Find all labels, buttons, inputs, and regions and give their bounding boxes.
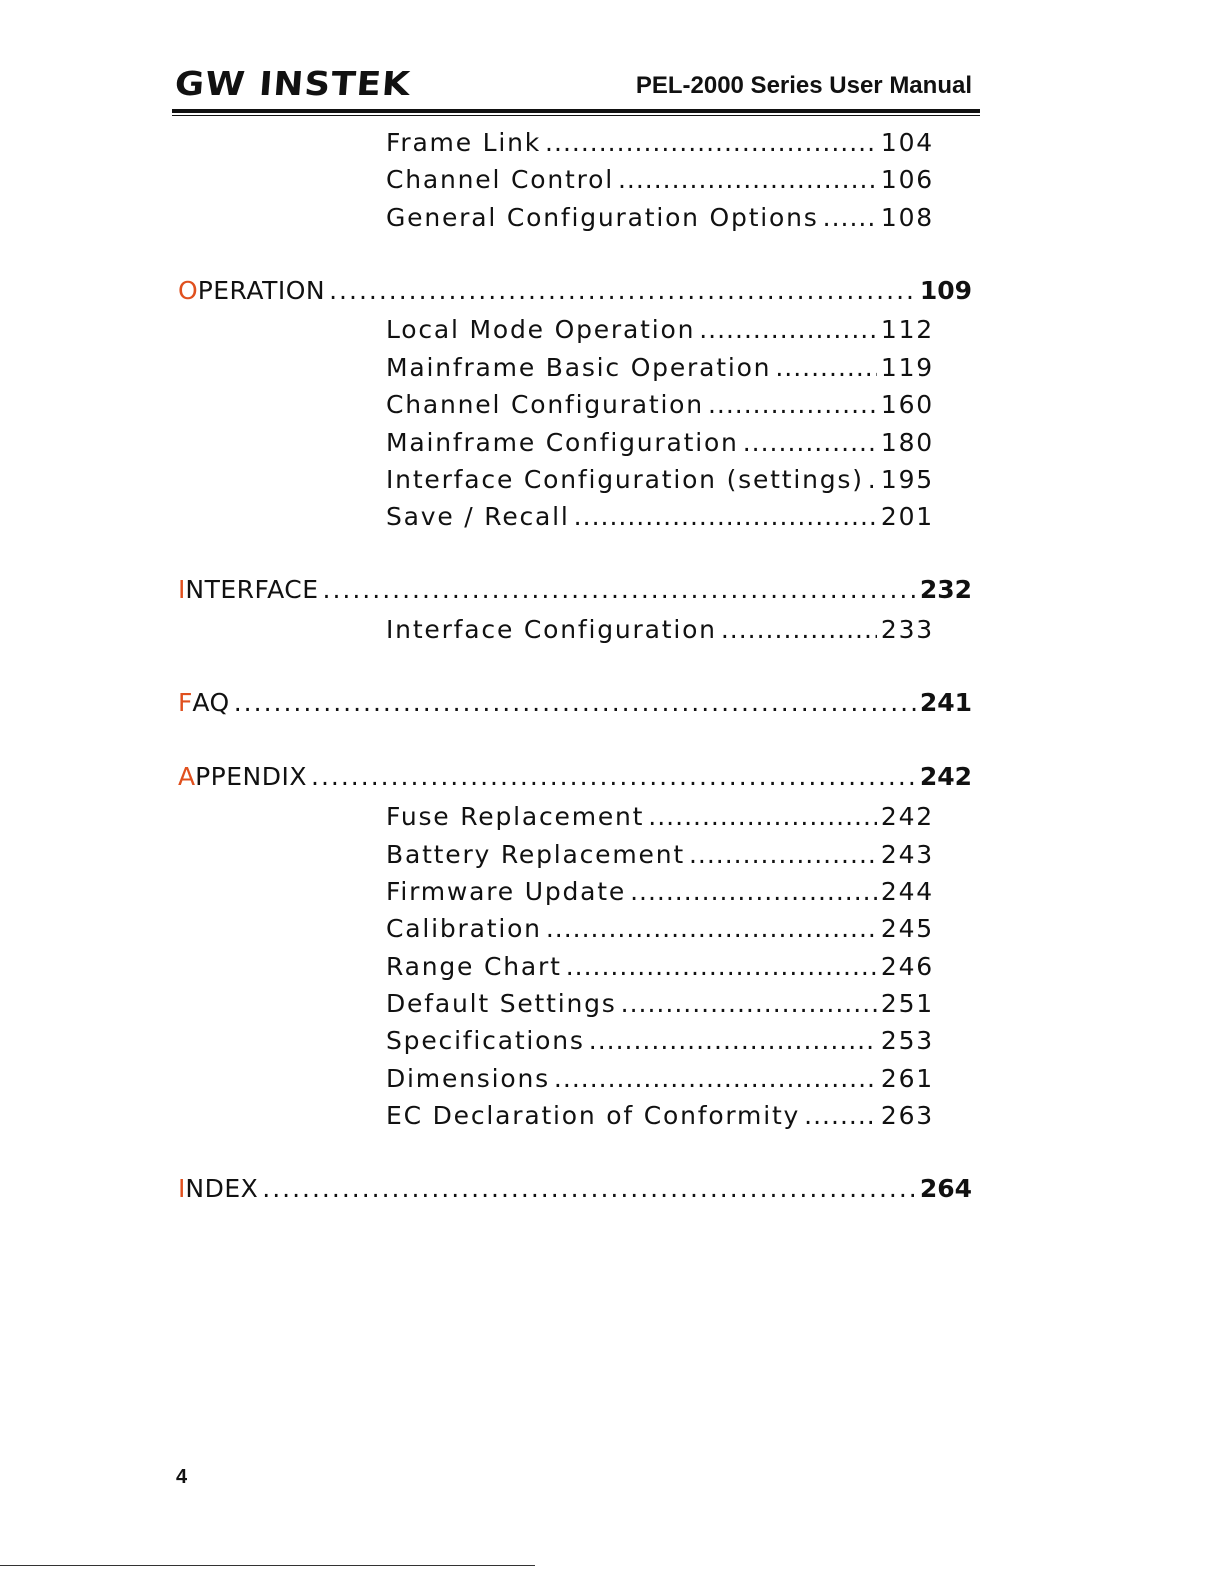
toc-leader xyxy=(804,1101,877,1130)
toc-leader xyxy=(589,1026,877,1055)
toc-entry-page: 104 xyxy=(880,128,934,157)
toc-section-faq[interactable] xyxy=(178,688,972,724)
toc-leader xyxy=(234,688,916,717)
section-title: NTERFACE xyxy=(185,575,319,604)
toc-leader xyxy=(721,615,877,644)
toc-entry[interactable] xyxy=(386,353,934,387)
toc-entry-page: 261 xyxy=(880,1064,934,1093)
toc-entry-page: 242 xyxy=(880,802,934,831)
toc-leader xyxy=(329,276,916,305)
toc-entry-title: Channel Control xyxy=(386,165,614,194)
toc-entry-title: Mainframe Configuration xyxy=(386,428,739,457)
section-initial: I xyxy=(178,1174,186,1203)
toc-entry-page: 263 xyxy=(880,1101,934,1130)
toc-leader xyxy=(823,203,877,232)
toc-entry-page: 112 xyxy=(880,315,934,344)
toc-entry-page: 160 xyxy=(880,390,934,419)
toc-leader xyxy=(566,952,877,981)
toc-entry-page: 195 xyxy=(880,465,934,494)
toc-entry-page: 119 xyxy=(880,353,934,382)
toc-entry-title: Mainframe Basic Operation xyxy=(386,353,772,382)
toc-entry-title: Frame Link xyxy=(386,128,542,157)
toc-section-index[interactable] xyxy=(178,1174,972,1210)
section-initial: O xyxy=(178,276,198,305)
gw-instek-logo: GW INSTEK xyxy=(173,64,413,103)
toc-entry-page: 251 xyxy=(880,989,934,1018)
toc-section-operation[interactable] xyxy=(178,276,972,312)
toc-leader xyxy=(545,128,877,157)
toc-entry-page: 106 xyxy=(880,165,934,194)
toc-entry[interactable] xyxy=(386,1064,934,1098)
section-title: AQ xyxy=(192,688,230,717)
section-initial: I xyxy=(178,575,186,604)
toc-entry-page: 244 xyxy=(880,877,934,906)
toc-entry-title: General Configuration Options xyxy=(386,203,819,232)
toc-entry[interactable] xyxy=(386,315,934,349)
toc-entry-page: 246 xyxy=(880,952,934,981)
toc-leader xyxy=(574,502,877,531)
toc-leader xyxy=(699,315,877,344)
toc-leader xyxy=(621,989,877,1018)
toc-leader xyxy=(708,390,877,419)
section-initial: A xyxy=(178,762,196,791)
toc-entry-page: 253 xyxy=(880,1026,934,1055)
toc-entry[interactable] xyxy=(386,428,934,462)
toc-leader xyxy=(546,914,877,943)
toc-entry-title: Interface Configuration xyxy=(386,615,717,644)
toc-section-page: 264 xyxy=(919,1174,972,1203)
toc-leader xyxy=(743,428,877,457)
toc-entry-page: 201 xyxy=(880,502,934,531)
toc-entry-page: 243 xyxy=(880,840,934,869)
toc-entry[interactable] xyxy=(386,1101,934,1135)
header-rule-thin xyxy=(172,115,980,116)
toc-section-page: 109 xyxy=(919,276,972,305)
toc-entry-title: EC Declaration of Conformity xyxy=(386,1101,801,1130)
section-initial: F xyxy=(178,688,193,717)
toc-entry[interactable] xyxy=(386,465,934,499)
toc-entry-title: Battery Replacement xyxy=(386,840,685,869)
toc-entry[interactable] xyxy=(386,877,934,911)
manual-title: PEL-2000 Series User Manual xyxy=(635,72,972,99)
toc-entry-title: Default Settings xyxy=(386,989,617,1018)
toc-entry-title: Specifications xyxy=(386,1026,585,1055)
toc-section-page: 232 xyxy=(919,575,972,604)
toc-entry[interactable] xyxy=(386,989,934,1023)
toc-entry-title: Range Chart xyxy=(386,952,562,981)
toc-entry-title: Dimensions xyxy=(386,1064,550,1093)
page-header xyxy=(175,60,980,116)
toc-entry[interactable] xyxy=(386,128,934,162)
toc-entry[interactable] xyxy=(386,1026,934,1060)
section-title: NDEX xyxy=(185,1174,259,1203)
toc-leader xyxy=(689,840,877,869)
toc-section-interface[interactable] xyxy=(178,575,972,611)
toc-entry[interactable] xyxy=(386,615,934,649)
footer-rule xyxy=(0,1565,535,1566)
section-title: PERATION xyxy=(197,276,326,305)
toc-section-page: 242 xyxy=(919,762,972,791)
toc-leader xyxy=(262,1174,916,1203)
toc-leader xyxy=(648,802,877,831)
toc-leader xyxy=(554,1064,877,1093)
toc-entry-title: Fuse Replacement xyxy=(386,802,645,831)
toc-entry[interactable] xyxy=(386,165,934,199)
toc-entry-title: Calibration xyxy=(386,914,542,943)
toc-section-appendix[interactable] xyxy=(178,762,972,798)
toc-entry-page: 233 xyxy=(880,615,934,644)
toc-leader xyxy=(868,465,877,494)
toc-entry-page: 180 xyxy=(880,428,934,457)
toc-entry-title: Interface Configuration (settings) xyxy=(386,465,864,494)
toc-leader xyxy=(311,762,916,791)
toc-entry[interactable] xyxy=(386,502,934,536)
section-title: PPENDIX xyxy=(195,762,308,791)
header-rule-thick xyxy=(172,109,980,113)
toc-entry-title: Save / Recall xyxy=(386,502,570,531)
toc-entry[interactable] xyxy=(386,203,934,237)
toc-entry-title: Channel Configuration xyxy=(386,390,704,419)
toc-entry-title: Firmware Update xyxy=(386,877,627,906)
toc-entry[interactable] xyxy=(386,952,934,986)
toc-leader xyxy=(323,575,916,604)
toc-section-page: 241 xyxy=(919,688,972,717)
toc-entry[interactable] xyxy=(386,914,934,948)
toc-entry[interactable] xyxy=(386,390,934,424)
toc-entry-page: 108 xyxy=(880,203,934,232)
page-number: 4 xyxy=(176,1466,188,1488)
toc-entry-title: Local Mode Operation xyxy=(386,315,696,344)
toc-leader xyxy=(775,353,877,382)
toc-entry[interactable] xyxy=(386,840,934,874)
toc-entry[interactable] xyxy=(386,802,934,836)
toc-leader xyxy=(618,165,877,194)
toc-entry-page: 245 xyxy=(880,914,934,943)
toc-leader xyxy=(630,877,877,906)
